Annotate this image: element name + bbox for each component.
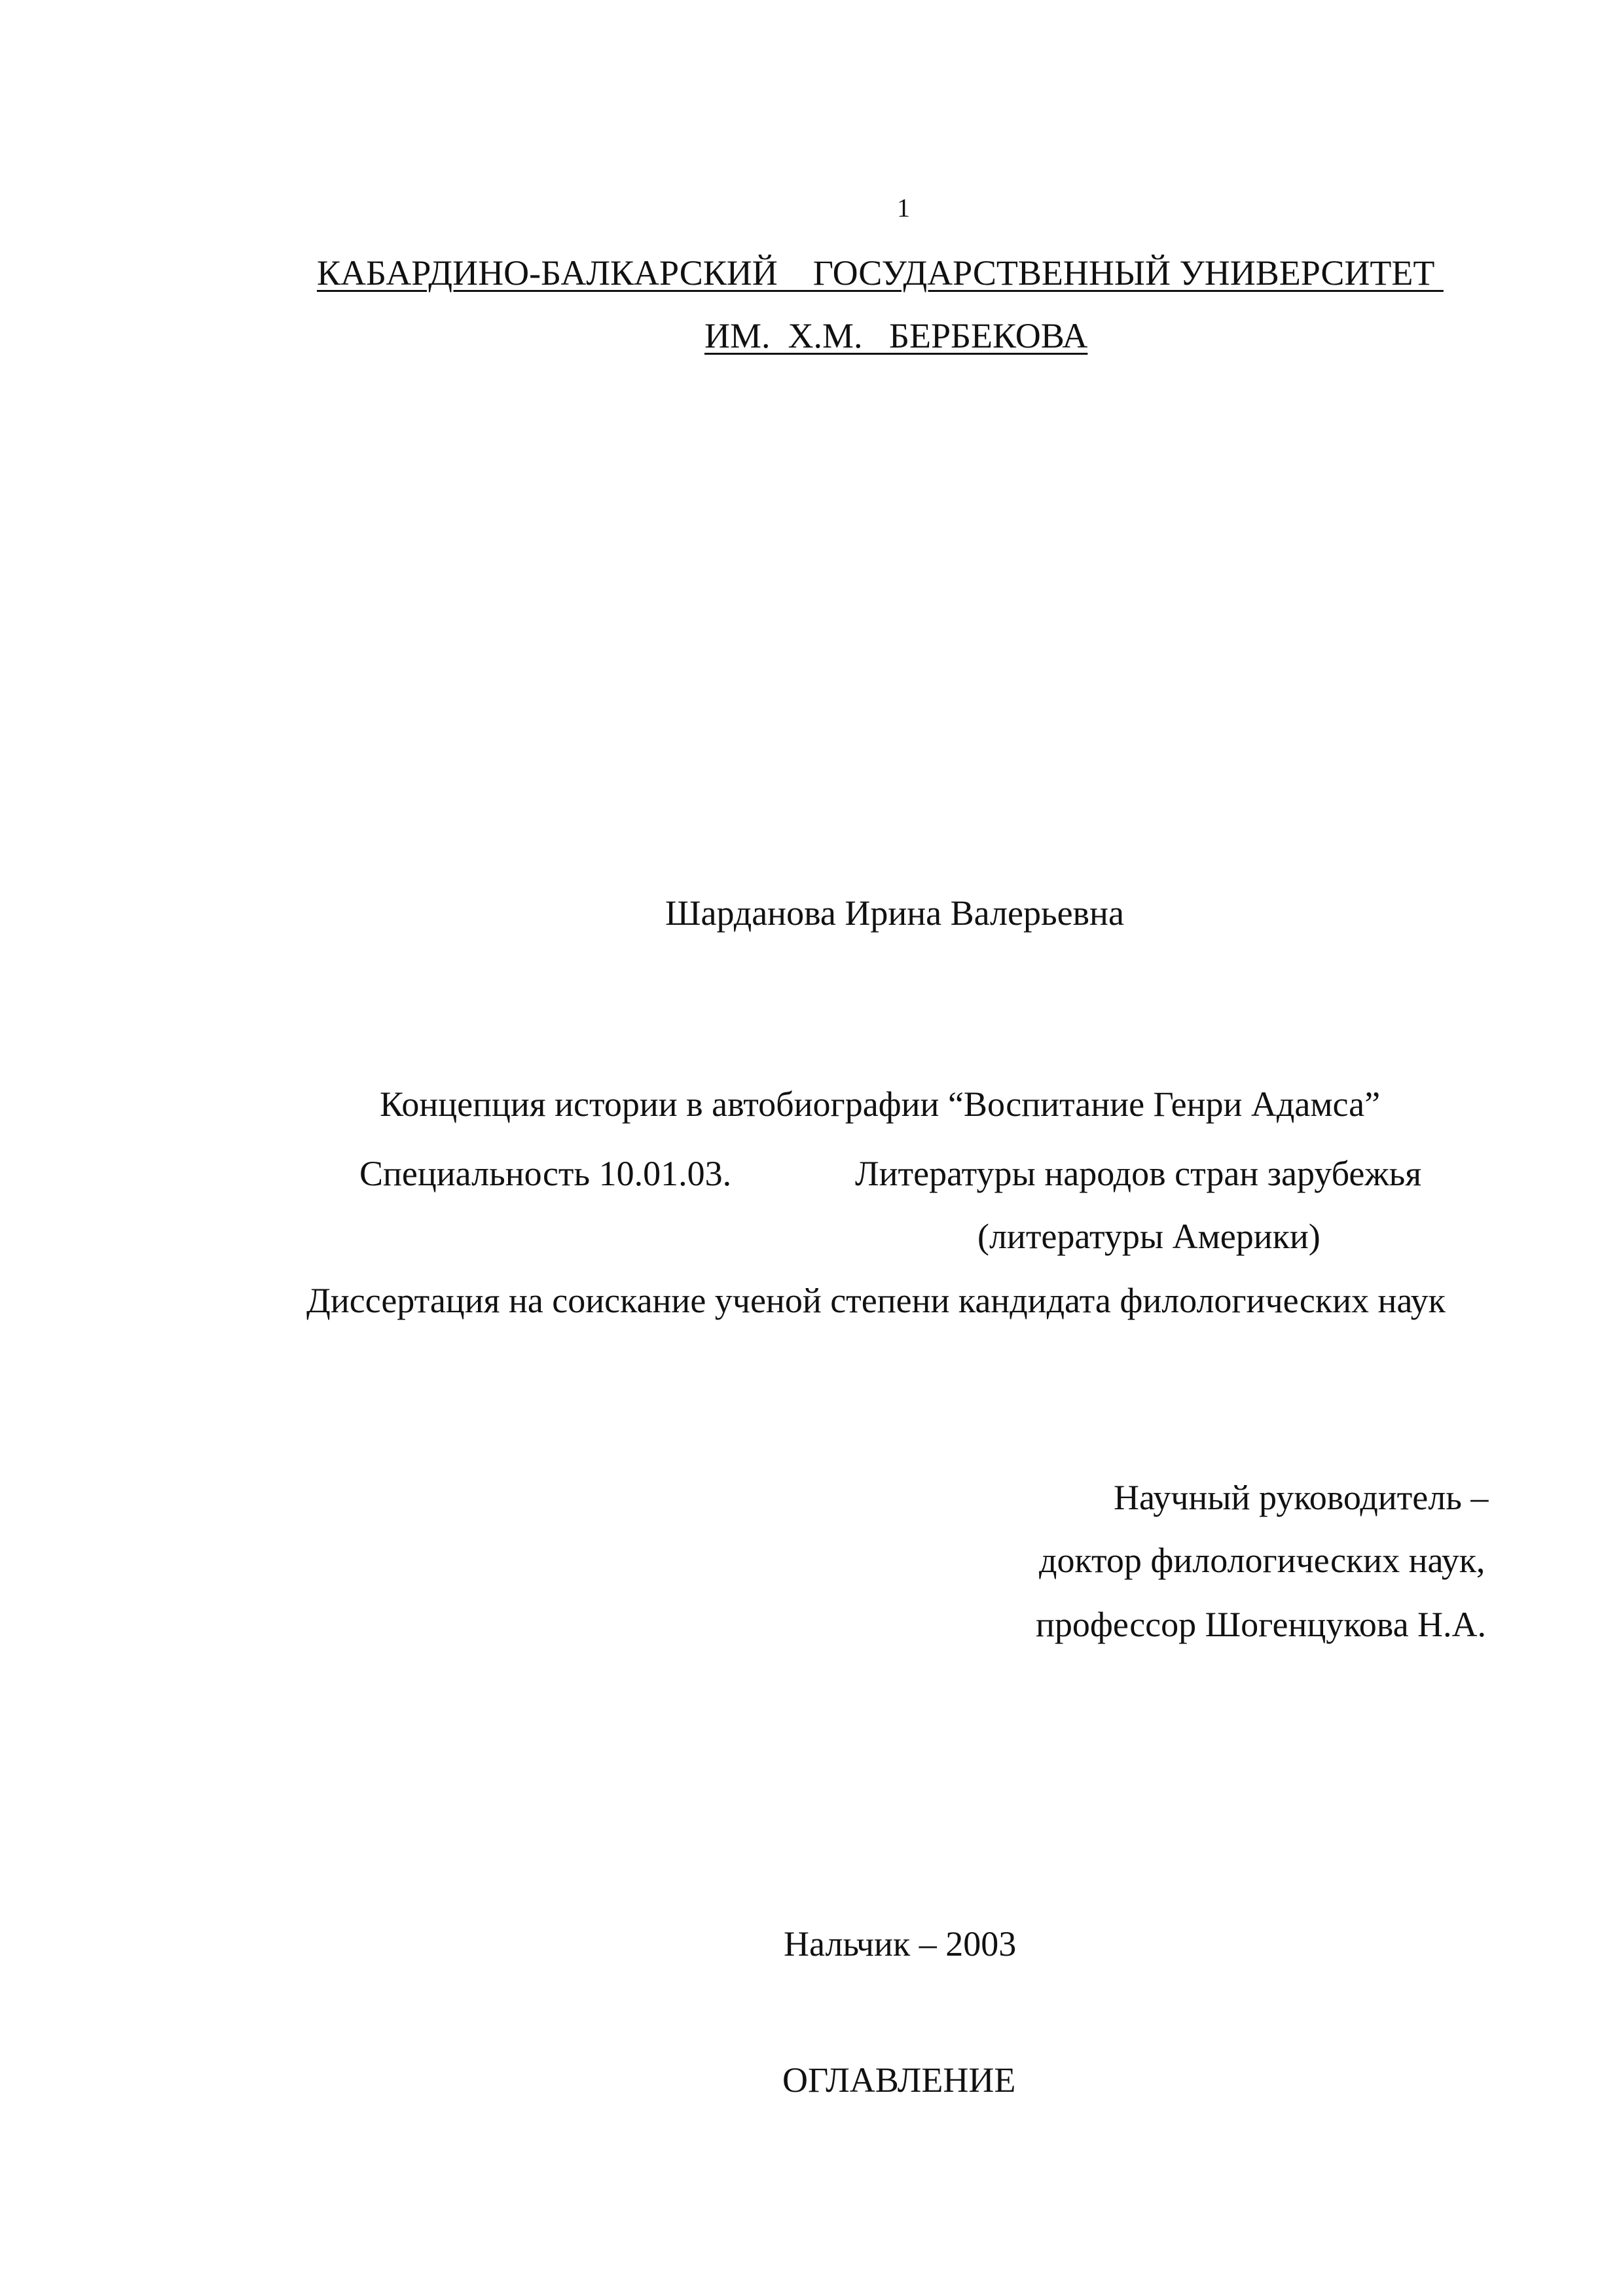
university-name-line-1: КАБАРДИНО-БАЛКАРСКИЙ ГОСУДАРСТВЕННЫЙ УНИВЕРСИТЕТ — [317, 253, 1444, 293]
toc-heading: ОГЛАВЛЕНИЕ — [782, 2060, 1016, 2100]
author-name: Шарданова Ирина Валерьевна — [665, 893, 1124, 933]
advisor-name: профессор Шогенцукова Н.А. — [1036, 1605, 1487, 1644]
thesis-title: Концепция истории в автобиографии “Воспитание Генри Адамса” — [380, 1085, 1381, 1124]
page-number: 1 — [897, 193, 910, 223]
advisor-role: Научный руководитель – — [1114, 1478, 1489, 1517]
university-name-line-2: ИМ. Х.М. БЕРБЕКОВА — [704, 316, 1088, 355]
specialty-subtitle: (литературы Америки) — [977, 1217, 1321, 1256]
specialty-name: Литературы народов стран зарубежья — [855, 1154, 1422, 1193]
city-year: Нальчик – 2003 — [784, 1924, 1017, 1964]
degree-statement: Диссертация на соискание ученой степени кандидата филологических наук — [306, 1281, 1446, 1320]
specialty-code: Специальность 10.01.03. — [359, 1154, 732, 1193]
advisor-degree: доктор филологических наук, — [1039, 1541, 1486, 1580]
